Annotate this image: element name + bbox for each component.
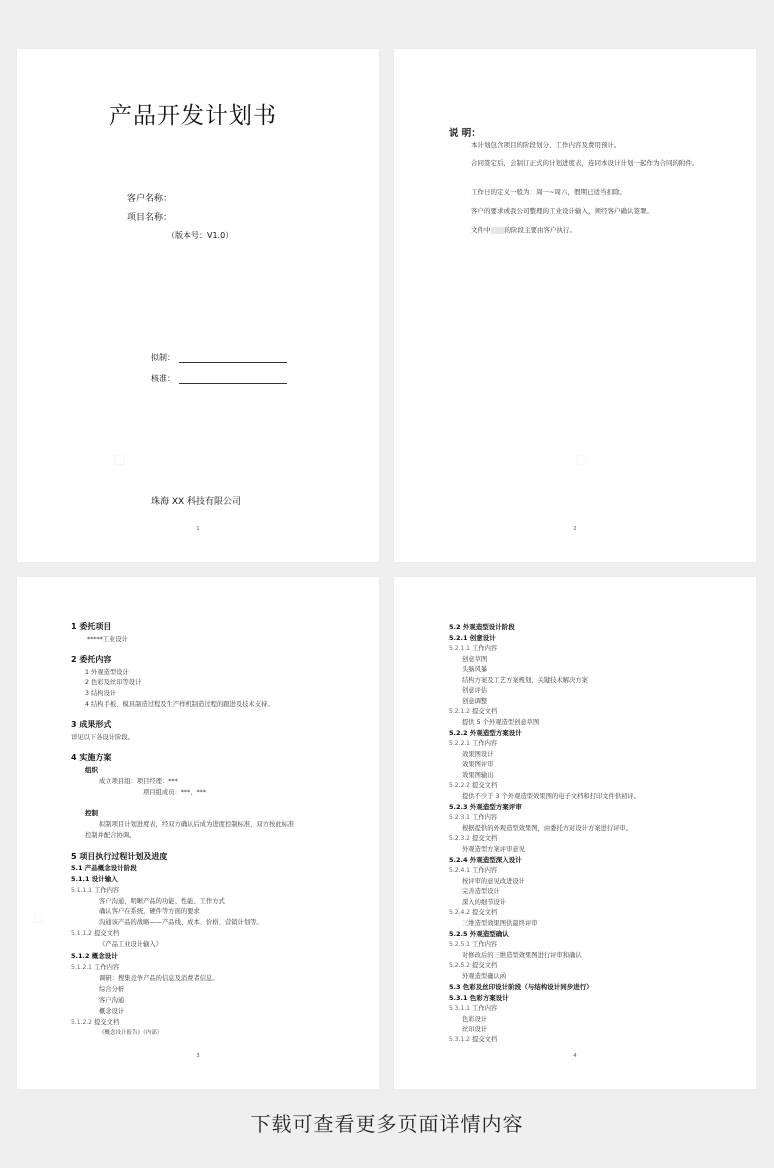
- shaded-blank: [491, 227, 505, 234]
- section-5-1-2-1-heading: [71, 962, 119, 971]
- section-5-3-1-2-heading: [449, 1034, 497, 1043]
- clause-title: 工作内容: [472, 814, 498, 821]
- section-5-2-1-1-heading: [449, 643, 497, 652]
- clause-number: 5.2.5.2: [449, 962, 470, 969]
- section-5-3-1-heading: 5.3.1 色彩方案设计: [449, 994, 509, 1002]
- document-page-2: [394, 49, 756, 562]
- work-item: 创意草图: [462, 656, 488, 663]
- section-5-1-1-2-heading: [71, 928, 119, 937]
- work-item: 确认客户在系统，硬件等方面的要求: [99, 908, 200, 915]
- note-2: 合同签定后，会制订正式的计划进度表，连同本设计计划一起作为合同的附件。: [471, 159, 699, 167]
- work-item: 创意调整: [462, 698, 488, 705]
- clause-title: 工作内容: [94, 887, 120, 894]
- clause-number: 5.1.1.2: [71, 930, 92, 937]
- section-5-2-4-heading: 5.2.4 外观造型深入设计: [449, 856, 522, 864]
- document-item: 《产品工业设计输入》: [99, 941, 162, 948]
- section-4-heading: 4 实施方案: [71, 753, 112, 762]
- clause-title: 提交文档: [472, 782, 498, 789]
- watermark: [569, 447, 593, 472]
- download-more-caption[interactable]: 下载可查看更多页面详情内容: [250, 1112, 524, 1136]
- approved-by-underline: [179, 374, 287, 384]
- section-2-item: 1 外观造型设计: [85, 669, 129, 676]
- work-item: 深入的细节设计: [462, 899, 507, 906]
- section-5-1-1-1-heading: [71, 885, 119, 894]
- document-item: 提供 5 个外观造型创意草图: [462, 719, 540, 726]
- clause-title: 工作内容: [94, 964, 120, 971]
- section-5-2-3-2-heading: [449, 833, 497, 842]
- work-item: 结构方案及工艺方案规划，关键技术解决方案: [462, 677, 588, 684]
- document-page-3: [17, 577, 379, 1089]
- work-item: 色彩设计: [462, 1016, 488, 1023]
- section-5-2-2-2-heading: [449, 780, 497, 789]
- clause-number: 5.2.4.1: [449, 867, 470, 874]
- note-5-end: 的阶段主要由客户执行。: [504, 226, 576, 234]
- clause-title: 提交文档: [94, 930, 120, 937]
- work-item: 完善造型设计: [462, 888, 500, 895]
- document-item: 外观造型确认函: [462, 973, 507, 980]
- section-5-1-2-heading: 5.1.2 概念设计: [71, 952, 118, 960]
- note-1: 本计划包含项目的阶段划分、工作内容及费用预计。: [471, 141, 621, 149]
- page-number: 3: [196, 1053, 200, 1059]
- section-5-2-2-1-heading: [449, 738, 497, 747]
- clause-title: 提交文档: [472, 835, 498, 842]
- watermark: [107, 447, 131, 472]
- section-2-heading: 2 委托内容: [71, 655, 112, 664]
- document-item: 外观造型方案评审意见: [462, 846, 525, 853]
- clause-number: 5.2.2.1: [449, 740, 470, 747]
- page-number: 4: [573, 1053, 577, 1059]
- section-5-2-1-heading: 5.2.1 创意设计: [449, 634, 496, 642]
- work-item: 按评审的意见改进设计: [462, 878, 525, 885]
- clause-title: 提交文档: [472, 909, 498, 916]
- clause-title: 提交文档: [472, 962, 498, 969]
- section-2-item: 4 结构手板、模具制造过程及生产样机制造过程的跟进及技术支持。: [85, 701, 274, 708]
- section-2-item: 3 结构设计: [85, 690, 117, 697]
- work-item: 效果图评审: [462, 761, 494, 768]
- section-5-2-3-heading: 5.2.3 外观造型方案评审: [449, 803, 522, 811]
- control-subheading: 控制: [85, 809, 98, 817]
- drafted-by-underline: [179, 353, 287, 363]
- work-item: 效果图设计: [462, 751, 494, 758]
- document-item: 《概念设计报告》（内部）: [99, 1030, 163, 1036]
- org-line: 项目组成员：***、***: [143, 789, 206, 796]
- clause-number: 5.2.3.2: [449, 835, 470, 842]
- section-5-2-5-1-heading: [449, 939, 497, 948]
- work-item: 客户沟通，明晰产品的功能、性能、工作方式: [99, 898, 225, 905]
- clause-title: 提交文档: [94, 1019, 120, 1026]
- work-item: 概念设计: [99, 1008, 125, 1015]
- document-item: 提供不少于 3 个外观造型效果图的电子文档和打印文件供初评。: [462, 793, 641, 800]
- clause-number: 5.1.1.1: [71, 887, 92, 894]
- note-5-start: 文件中: [471, 226, 491, 234]
- note-5: [449, 225, 709, 235]
- clause-number: 5.2.3.1: [449, 814, 470, 821]
- section-2-item: 2 色彩及丝印等设计: [85, 679, 142, 686]
- clause-title: 工作内容: [472, 941, 498, 948]
- clause-title: 提交文档: [472, 1036, 498, 1043]
- document-title: 产品开发计划书: [109, 103, 277, 129]
- page-number: 2: [573, 526, 577, 532]
- page-number: 1: [196, 526, 200, 532]
- approved-by-field: [151, 373, 287, 384]
- work-item: 调研：搜集竞争产品的信息及消费者信息。: [99, 975, 219, 982]
- section-5-heading: 5 项目执行过程计划及进度: [71, 852, 168, 861]
- section-5-2-heading: 5.2 外观造型设计阶段: [449, 623, 515, 631]
- section-1-heading: 1 委托项目: [71, 622, 112, 631]
- section-5-1-1-heading: 5.1.1 设计输入: [71, 875, 118, 883]
- work-item: 头脑风暴: [462, 666, 488, 673]
- work-item: 创意评估: [462, 687, 488, 694]
- clause-number: 5.1.2.2: [71, 1019, 92, 1026]
- clause-number: 5.3.1.2: [449, 1036, 470, 1043]
- work-item: 客户沟通: [99, 997, 125, 1004]
- section-5-1-2-2-heading: [71, 1017, 119, 1026]
- work-item: 沟通该产品的战略——产品线、成本、价格、营销计划等。: [99, 919, 263, 926]
- clause-number: 5.2.4.2: [449, 909, 470, 916]
- work-item: 对修改后的三维造型效果图进行评审和确认: [462, 952, 582, 959]
- clause-number: 5.2.1.1: [449, 645, 470, 652]
- document-item: 三维造型效果图供最终评审: [462, 920, 538, 927]
- section-5-2-4-1-heading: [449, 865, 497, 874]
- section-5-2-2-heading: 5.2.2 外观造型方案设计: [449, 729, 522, 737]
- section-5-3-1-1-heading: [449, 1003, 497, 1012]
- section-3-heading: 3 成果形式: [71, 720, 112, 729]
- clause-title: 工作内容: [472, 867, 498, 874]
- work-item: 根据提供的外观造型效果图，由委托方对设计方案进行评审。: [462, 825, 633, 832]
- clause-number: 5.1.2.1: [71, 964, 92, 971]
- clause-number: 5.2.1.2: [449, 708, 470, 715]
- work-item: 效果图输出: [462, 772, 494, 779]
- clause-title: 工作内容: [472, 645, 498, 652]
- section-3-body: 详见以下各设计阶段。: [71, 734, 134, 741]
- note-4: 客户的要求或我公司整理的工业设计输入，须经客户确认签署。: [471, 207, 653, 215]
- client-name-label: 客户名称：: [127, 194, 173, 204]
- org-line: 成立项目组：项目经理：***: [99, 778, 178, 785]
- notes-title: 说 明：: [449, 128, 481, 139]
- watermark: [27, 905, 51, 930]
- section-5-2-3-1-heading: [449, 812, 497, 821]
- section-5-3-heading: 5.3 色彩及丝印设计阶段（与结构设计同步进行）: [449, 983, 593, 991]
- clause-number: 5.2.2.2: [449, 782, 470, 789]
- clause-title: 工作内容: [472, 740, 498, 747]
- section-5-2-5-heading: 5.2.5 外观造型确认: [449, 930, 509, 938]
- project-name-label: 项目名称：: [127, 213, 173, 223]
- clause-number: 5.3.1.1: [449, 1005, 470, 1012]
- clause-title: 提交文档: [472, 708, 498, 715]
- org-subheading: 组织: [85, 766, 98, 774]
- approved-by-label: 核准：: [151, 374, 175, 383]
- version-label: （版本号：V1.0）: [167, 231, 234, 240]
- clause-number: 5.2.5.1: [449, 941, 470, 948]
- section-5-2-1-2-heading: [449, 706, 497, 715]
- control-line: 拟制项目计划进度表，经双方确认后成为进度控制标准，双方按此标准: [99, 821, 295, 828]
- drafted-by-label: 拟制：: [151, 353, 175, 362]
- company-name: 珠海 XX 科技有限公司: [151, 497, 242, 507]
- document-page-4: [394, 577, 756, 1089]
- section-5-2-5-2-heading: [449, 960, 497, 969]
- section-1-body: *****工业设计: [87, 636, 128, 643]
- control-line: 控制并配合协调。: [85, 832, 136, 839]
- work-item: 综合分析: [99, 986, 125, 993]
- section-5-2-4-2-heading: [449, 907, 497, 916]
- clause-title: 工作内容: [472, 1005, 498, 1012]
- document-page-1: [17, 49, 379, 562]
- section-5-1-heading: 5.1 产品概念设计阶段: [71, 864, 137, 872]
- note-3: 工作日的定义一般为：周一~周六，假期已适当扣除。: [471, 188, 626, 196]
- drafted-by-field: [151, 352, 287, 363]
- work-item: 丝印设计: [462, 1026, 488, 1033]
